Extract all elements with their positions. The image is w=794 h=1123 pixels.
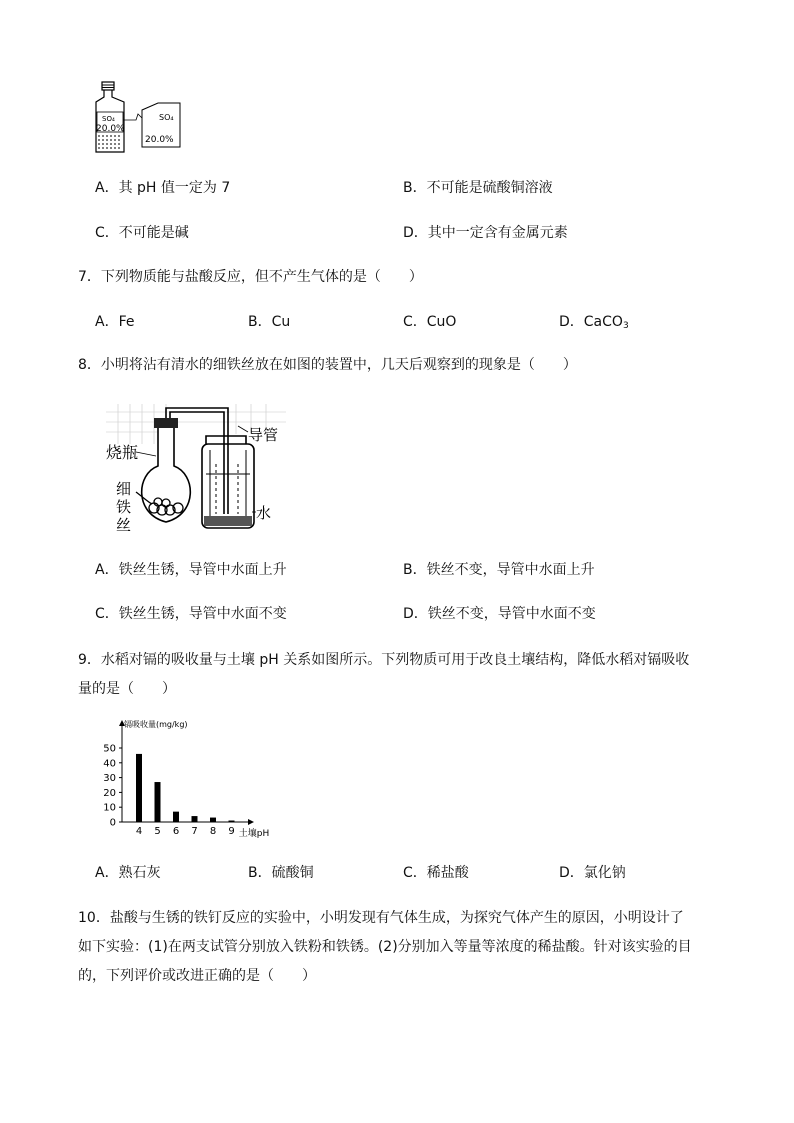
x-tick-label: 6 (172, 826, 180, 837)
q6-option-c: C．不可能是碱 (95, 225, 189, 241)
tag-label-percent: 20.0% (145, 135, 174, 145)
iron-rust-apparatus-figure (106, 404, 286, 534)
q9-option-d: D．氯化钠 (559, 865, 626, 881)
q9-option-a: A．熟石灰 (95, 865, 161, 881)
q9-stem-line2: 量的是（ ） (78, 681, 176, 697)
x-tick-label: 5 (154, 826, 161, 837)
y-tick-label: 30 (103, 773, 116, 785)
q10-stem-line2: 如下实验：(1)在两支试管分别放入铁粉和铁锈。(2)分别加入等量等浓度的稀盐酸。针对该实验的目 (78, 939, 692, 955)
y-tick-label: 40 (103, 758, 116, 770)
reagent-bottle-figure (88, 80, 188, 155)
x-tick-label: 8 (209, 826, 217, 837)
q7-option-d (559, 312, 629, 336)
label-wire-2: 铁 (116, 498, 132, 516)
q9-option-c: C．稀盐酸 (403, 865, 469, 881)
y-tick-label: 0 (109, 817, 116, 829)
label-wire-1: 细 (116, 480, 132, 498)
y-tick-label: 50 (103, 743, 116, 755)
q7-option-c: C．CuO (403, 314, 457, 330)
bar (136, 754, 142, 822)
bottle-label-formula: SO₄ (102, 115, 115, 123)
q8-option-a: A．铁丝生锈，导管中水面上升 (95, 562, 287, 578)
y-axis-label: 镉吸收量(mg/kg) (124, 720, 188, 729)
x-tick-label: 9 (228, 826, 235, 837)
y-tick-label: 10 (103, 802, 116, 814)
bar (229, 821, 235, 822)
q8-stem: 8．小明将沾有清水的细铁丝放在如图的装置中，几天后观察到的现象是（ ） (78, 357, 577, 373)
q6-option-d: D．其中一定含有金属元素 (403, 225, 568, 241)
x-axis-label: 土壤pH (238, 829, 270, 839)
q6-option-a: A．其 pH 值一定为 7 (95, 180, 231, 196)
label-tube: 导管 (248, 426, 279, 444)
q9-option-b: B．硫酸铜 (248, 865, 314, 881)
q7-stem: 7．下列物质能与盐酸反应，但不产生气体的是（ ） (78, 269, 423, 285)
q7-option-d-text: D．CaCO (559, 314, 623, 330)
bar (155, 782, 161, 822)
q8-option-d: D．铁丝不变，导管中水面不变 (403, 606, 596, 622)
q7-option-b: B．Cu (248, 314, 291, 330)
label-flask: 烧瓶 (106, 443, 139, 462)
tag-label-formula: SO₄ (159, 113, 174, 122)
bottle-label-percent: 20.0% (96, 124, 125, 134)
x-tick-label: 7 (191, 826, 198, 837)
q10-stem-line3: 的，下列评价或改进正确的是（ ） (78, 968, 316, 984)
q8-option-b: B．铁丝不变，导管中水面上升 (403, 562, 595, 578)
cadmium-absorption-bar-chart (96, 718, 286, 842)
y-tick-label: 20 (103, 787, 116, 799)
q7-option-a: A．Fe (95, 314, 135, 330)
x-tick-label: 4 (135, 826, 143, 837)
bar (210, 818, 216, 822)
bar (192, 816, 198, 822)
q9-stem-line1: 9．水稻对镉的吸收量与土壤 pH 关系如图所示。下列物质可用于改良土壤结构，降低水稻对镉吸收 (78, 652, 690, 668)
q8-option-c: C．铁丝生锈，导管中水面不变 (95, 606, 287, 622)
bar (173, 812, 179, 822)
x-axis-arrow (248, 819, 254, 825)
label-wire-3: 丝 (116, 516, 132, 534)
q10-stem-line1: 10．盐酸与生锈的铁钉反应的实验中，小明发现有气体生成，为探究气体产生的原因，小明设计了 (78, 910, 684, 926)
q7-option-d-subscript: 3 (622, 321, 629, 331)
q6-option-b: B．不可能是硫酸铜溶液 (403, 180, 553, 196)
label-water: 水 (256, 504, 272, 522)
